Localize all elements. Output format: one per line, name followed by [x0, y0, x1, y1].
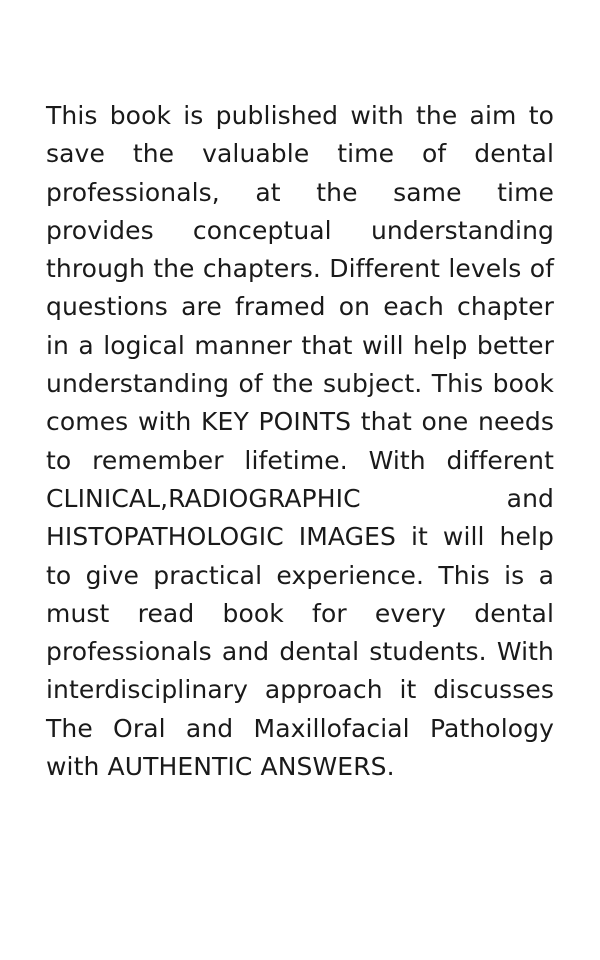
book-description-paragraph: This book is published with the aim to save the valuable time of dental professionals, at the same time provides conceptual understanding through the chapters. Different levels of questions are framed on each chapter in a logical manner that will help better understanding of the subject. This book comes with KEY POINTS that one needs to remember lifetime. With different CLINICAL,RADIOGRAPHIC and HISTOPATHOLOGIC IMAGES it will help to give practical experience. This is a must read book for every dental professionals and dental students. With interdisciplinary approach it discusses The Oral and Maxillofacial Pathology with AUTHENTIC ANSWERS. [46, 101, 554, 782]
